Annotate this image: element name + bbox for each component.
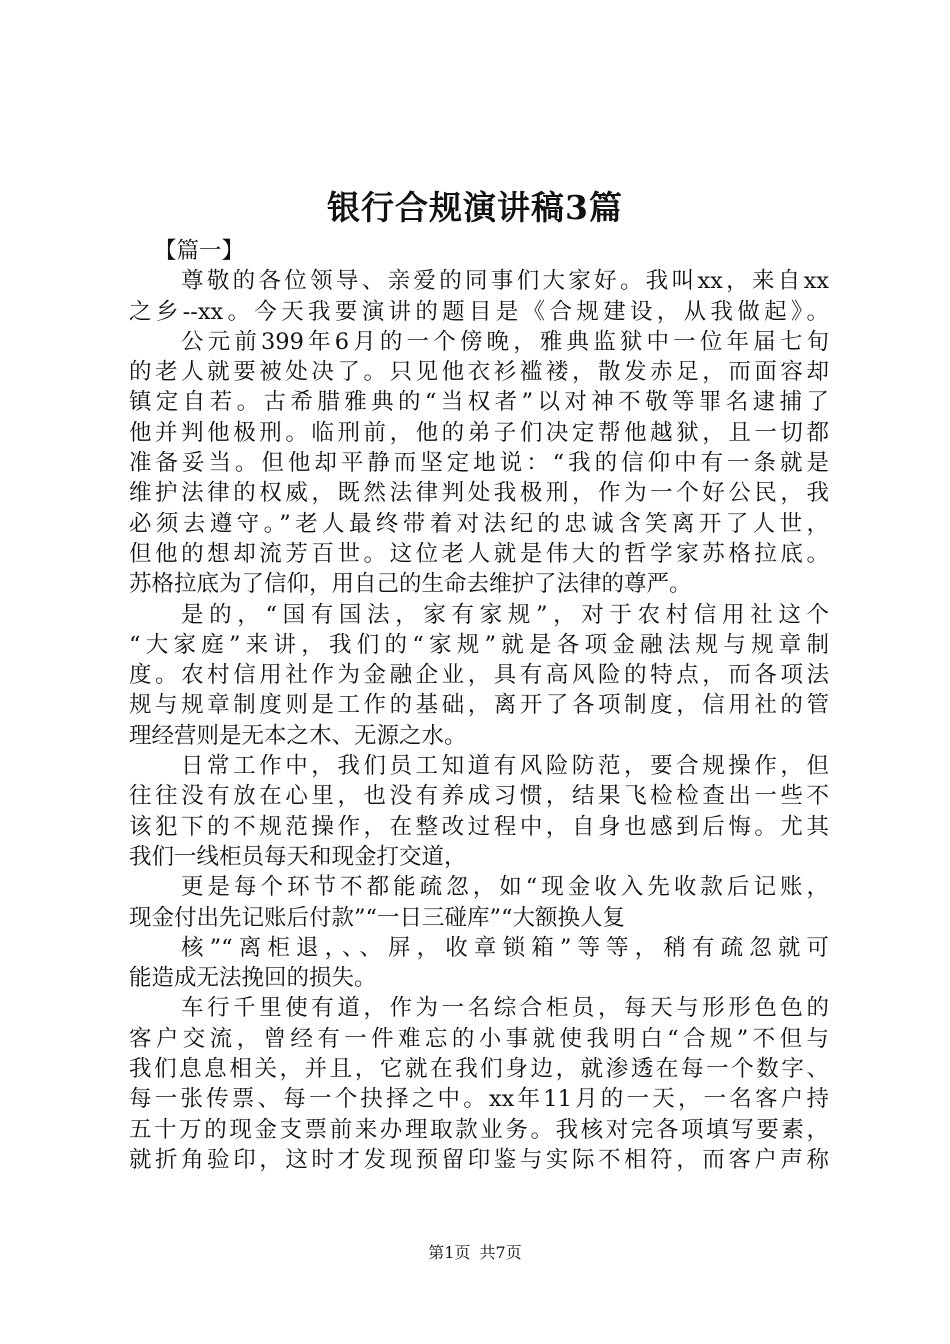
- paragraph-line: 车行千里使有道，作为一名综合柜员，每天与形形色色的: [181, 995, 829, 1022]
- paragraph-line: 维护法律的权威，既然法律判处我极刑，作为一个好公民，我: [129, 480, 829, 507]
- paragraph-line: 但他的想却流芳百世。这位老人就是伟大的哲学家苏格拉底。: [129, 540, 829, 567]
- paragraph-line: 理经营则是无本之木、无源之水。: [129, 722, 467, 749]
- paragraph-line: 核”“离柜退，、、屏，收章锁箱”等等，稍有疏忽就可: [181, 934, 829, 961]
- paragraph-line: “大家庭”来讲，我们的“家规”就是各项金融法规与规章制: [129, 631, 829, 658]
- paragraph-line: 客户交流，曾经有一件难忘的小事就使我明白“合规”不但与: [129, 1025, 829, 1052]
- page-footer: [0, 1241, 950, 1265]
- page-number: 第1页: [428, 1243, 471, 1262]
- paragraph-line: 他并判他极刑。临刑前，他的弟子们决定帮他越狱，且一切都: [129, 419, 829, 446]
- section-heading: 【篇一】: [154, 238, 245, 264]
- paragraph-line: 是的，“国有国法，家有家规”，对于农村信用社这个: [181, 601, 829, 628]
- paragraph-line: 之乡--xx。今天我要演讲的题目是《合规建设，从我做起》。: [129, 298, 829, 325]
- paragraph-line: 苏格拉底为了信仰，用自己的生命去维护了法律的尊严。: [129, 571, 692, 598]
- page-total: 共7页: [479, 1243, 522, 1262]
- paragraph-line: 公元前399年6月的一个傍晚，雅典监狱中一位年届七旬: [181, 328, 829, 355]
- paragraph-line: 度。农村信用社作为金融企业，具有高风险的特点，而各项法: [129, 662, 829, 689]
- paragraph-line: 必须去遵守。”老人最终带着对法纪的忠诚含笑离开了人世，: [129, 510, 829, 537]
- paragraph-line: 往往没有放在心里，也没有养成习惯，结果飞检检查出一些不: [129, 783, 829, 810]
- document-body: [129, 236, 829, 1175]
- paragraph-line: 我们息息相关，并且，它就在我们身边，就渗透在每一个数字、: [129, 1056, 829, 1083]
- document-title: 银行合规演讲稿3篇: [327, 188, 623, 227]
- paragraph-line: 尊敬的各位领导、亲爱的同事们大家好。我叫xx，来自xx: [181, 268, 829, 295]
- paragraph-line: 更是每个环节不都能疏忽，如“现金收入先收款后记账，: [181, 874, 829, 901]
- paragraph-line: 该犯下的不规范操作，在整改过程中，自身也感到后悔。尤其: [129, 813, 829, 840]
- paragraph-line: 五十万的现金支票前来办理取款业务。我核对完各项填写要素，: [129, 1116, 829, 1143]
- paragraph-line: 日常工作中，我们员工知道有风险防范，要合规操作，但: [181, 753, 829, 780]
- paragraph-line: 能造成无法挽回的损失。: [129, 965, 377, 992]
- paragraph-line: 镇定自若。古希腊雅典的“当权者”以对神不敬等罪名逮捕了: [129, 389, 829, 416]
- paragraph-line: 规与规章制度则是工作的基础，离开了各项制度，信用社的管: [129, 692, 829, 719]
- paragraph-line: 准备妥当。但他却平静而坚定地说：“我的信仰中有一条就是: [129, 450, 829, 477]
- paragraph-line: 每一张传票、每一个抉择之中。xx年11月的一天，一名客户持: [129, 1086, 829, 1113]
- paragraph-line: 我们一线柜员每天和现金打交道，: [129, 843, 467, 870]
- paragraph-line: 的老人就要被处决了。只见他衣衫褴褛，散发赤足，而面容却: [129, 359, 829, 386]
- paragraph-line: 现金付出先记账后付款”“一日三碰库”“大额换人复: [129, 904, 626, 931]
- paragraph-line: 就折角验印，这时才发现预留印鉴与实际不相符，而客户声称: [129, 1146, 829, 1173]
